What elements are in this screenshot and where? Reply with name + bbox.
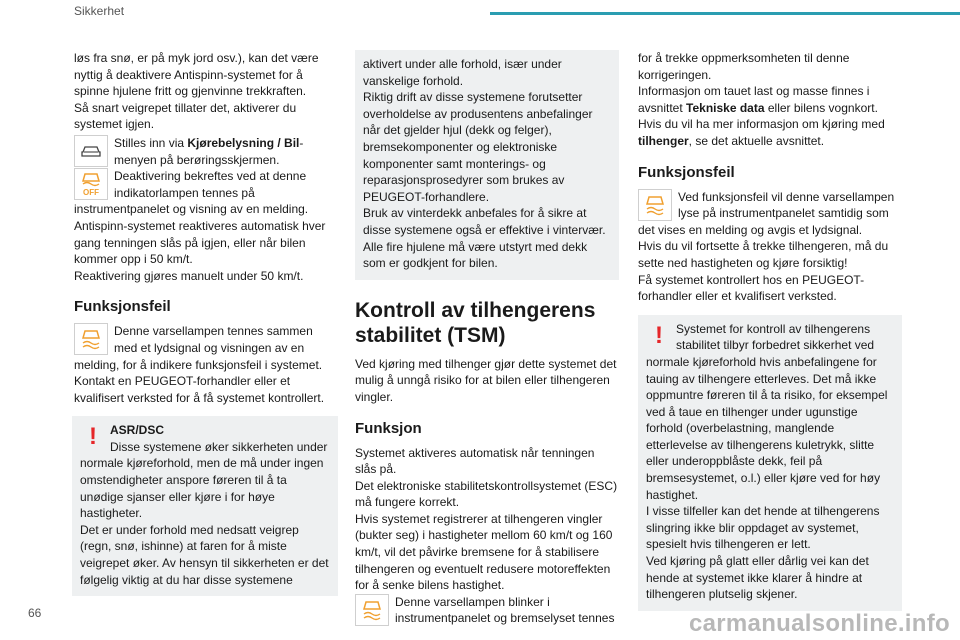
- car-icon: [74, 135, 108, 167]
- paragraph: Systemet aktiveres automatisk når tenningen slås på.: [355, 445, 595, 477]
- section-title: Kontroll av tilhengerens stabilitet (TSM): [355, 298, 596, 347]
- paragraph: Informasjon om tauet last og masse finnes i avsnittet: [638, 84, 870, 115]
- section-header: Sikkerhet: [74, 4, 125, 18]
- step-row: [74, 168, 338, 218]
- step-row: [74, 135, 338, 168]
- step1-post: -menyen på berøringsskjermen.: [114, 135, 304, 167]
- paragraph: Kontakt en PEUGEOT-forhandler eller et kvalifisert verksted for å få systemet kontrollert.: [74, 374, 325, 405]
- paragraph: Hvis systemet registrerer at tilhengeren vingler (bukter seg) i hastigheter mellom 60 km/t og 160 km/t, vil det påvirke bremsene for å stabilisere tilhengeren og eventuelt redusere motoreffekten for å senke bilens hastighet.: [355, 511, 613, 593]
- off-label: OFF: [83, 188, 99, 198]
- step2-text: Deaktivering bekreftes ved at denne indikatorlampen tennes på instrumentpanelet og visning av en melding.: [74, 169, 309, 217]
- warning-icon: !: [89, 423, 97, 451]
- column-2: [355, 50, 619, 627]
- fault-row: [74, 323, 338, 373]
- header-accent-bar: [490, 12, 960, 15]
- notice-box-continued: [355, 50, 619, 280]
- paragraph-end: , se det aktuelle avsnittet.: [688, 133, 825, 148]
- paragraph: for å trekke oppmerksomheten til denne korrigeringen.: [638, 51, 850, 82]
- watermark: carmanualsonline.info: [688, 610, 950, 637]
- notice-text: I visse tilfeller kan det hende at tilhengerens slingring ikke blir oppdaget av systemet, spesielt hvis tilhengeren er lett.: [646, 504, 880, 552]
- paragraph: Antispinn-systemet reaktiveres automatisk hver gang tenningen slås på igjen, eller når bilen kommer opp i 50 km/t.: [74, 218, 326, 267]
- trailer-fault-icon: [638, 189, 672, 221]
- paragraph: løs fra snø, er på myk jord osv.), kan det være nyttig å deaktivere Antispinn-systemet for å spinne hjulene fritt og gjenvinne trekkraften.: [74, 51, 319, 99]
- bold-term: tilhenger: [638, 133, 689, 148]
- warning-icon: !: [655, 321, 663, 349]
- paragraph: Det elektroniske stabilitetskontrollsystemet (ESC) må fungere korrekt.: [355, 478, 618, 510]
- fault-text: Denne varsellampen tennes sammen med et lydsignal og visningen av en melding, for å indikere funksjonsfeil i systemet.: [74, 324, 323, 372]
- fault-row: [638, 189, 902, 239]
- step1-bold: Kjørebelysning / Bil: [187, 135, 300, 150]
- intro: Ved kjøring med tilhenger gjør dette systemet det mulig å unngå risiko for at bilen eller tilhengeren vingler.: [355, 356, 617, 404]
- notice-title: ASR/DSC: [110, 423, 165, 438]
- paragraph: Hvis du vil ha mer informasjon om kjøring med: [638, 117, 885, 132]
- antispin-off-icon: [74, 168, 108, 200]
- notice-text: Det er under forhold med nedsatt veigrep (regn, snø, ishinne) at faren for å miste veigrepet øker. Av hensyn til sikkerheten er det følgelig viktig at du har disse systemene: [80, 522, 329, 587]
- notice-text: Bruk av vinterdekk anbefales for å sikre at disse systemene også er effektive i vintervær. Alle fire hjulene må være utstyrt med dekk som er godkjent for bilen.: [363, 206, 606, 271]
- indicator-text: Denne varsellampen blinker i instrumentpanelet og bremselyset tennes: [395, 594, 615, 626]
- page-number: 66: [28, 606, 42, 620]
- notice-text: Disse systemene øker sikkerheten under normale kjøreforhold, men de må under ingen omstendigheter anspore føreren til å ta unødige sjanser eller kjøre i for høye hastigheter.: [80, 439, 328, 521]
- notice-text: Riktig drift av disse systemene forutsetter overholdelse av produsentens anbefalinger når det gjelder hjul (dekk og felger), bremsekomponenter og elektroniske komponenter samt monterings- og reparasjonsprosedyrer som brukes av PEUGEOT-forhandlere.: [363, 90, 593, 204]
- paragraph: Få systemet kontrollert hos en PEUGEOT-forhandler eller et kvalifisert verksted.: [638, 272, 865, 304]
- paragraph: Hvis du vil fortsette å trekke tilhengeren, må du sette ned hastigheten og kjøre forsiktig!: [638, 239, 889, 270]
- notice-text: aktivert under alle forhold, især under vanskelige forhold.: [363, 57, 562, 88]
- notice-box: [72, 416, 338, 596]
- notice-text: Ved kjøring på glatt eller dårlig vei kan det hende at systemet ikke klarer å hindre at tilhengeren plutselig skjener.: [646, 554, 869, 602]
- paragraph-end: eller bilens vognkort.: [764, 100, 878, 115]
- paragraph: Reaktivering gjøres manuelt under 50 km/t.: [74, 268, 304, 283]
- heading-fault: Funksjonsfeil: [74, 298, 171, 316]
- fault-text: Ved funksjonsfeil vil denne varsellampen lyse på instrumentpanelet samtidig som det vises en melding og avgis et lydsignal.: [638, 189, 895, 237]
- bold-term: Tekniske data: [686, 100, 765, 115]
- notice-box: [638, 315, 902, 611]
- notice-text: Systemet for kontroll av tilhengerens stabilitet tilbyr forbedret sikkerhet ved normale kjøreforhold hvis anbefalingene for tauing av tilhengere etterleves. Det må ikke oppmuntre føreren til å ta risiko, for eksempel ved å taue en tilhenger under ugunstige forhold (overbelastning, manglende etterlevelse av tilhengerens kuletrykk, slitte eller underoppblåste dekk, feil på bremsesystemet, o.l.) eller kjøre ved for høy hastighet.: [646, 321, 888, 502]
- heading-fault: Funksjonsfeil: [638, 163, 735, 181]
- column-3: [638, 50, 902, 611]
- column-1: [74, 50, 338, 596]
- trailer-stability-icon: [355, 594, 389, 626]
- step1-pre: Stilles inn via: [114, 135, 188, 150]
- antispin-warning-icon: [74, 323, 108, 355]
- indicator-row: [355, 594, 619, 627]
- heading-function: Funksjon: [355, 419, 422, 437]
- paragraph: Så snart veigrepet tillater det, aktiverer du systemet igjen.: [74, 100, 297, 132]
